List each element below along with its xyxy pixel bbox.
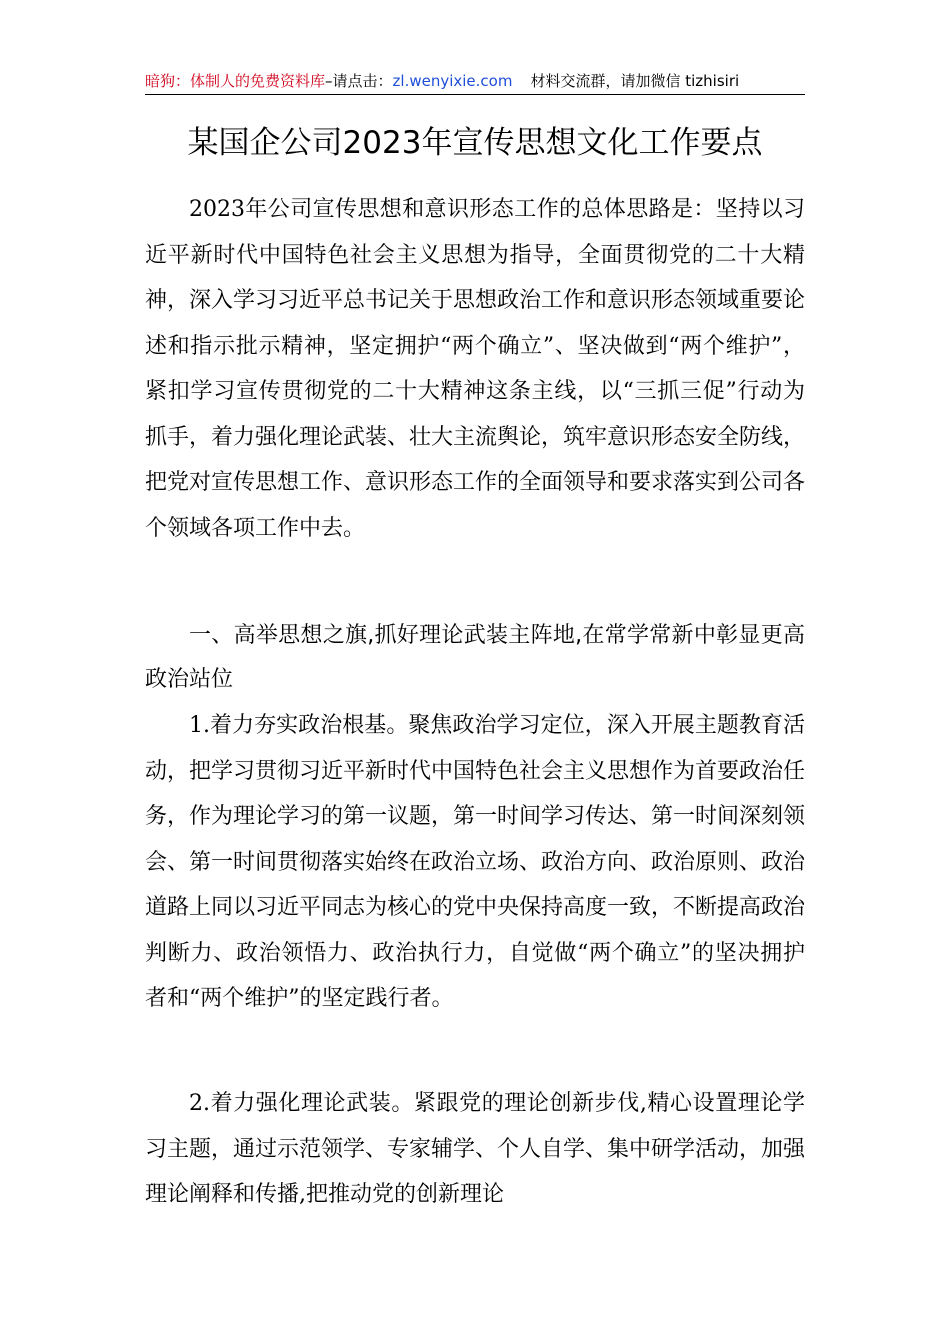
header-site-link[interactable]: zl.wenyixie.com xyxy=(392,72,513,90)
document-title: 某国企公司2023年宣传思想文化工作要点 xyxy=(187,125,763,161)
header-contact-text: 材料交流群，请加微信 tizhisiri xyxy=(530,72,740,90)
page-header xyxy=(145,70,805,96)
intro-paragraph: 2023年公司宣传思想和意识形态工作的总体思路是：坚持以习近平新时代中国特色社会主义思想为指导，全面贯彻党的二十大精神，深入学习习近平总书记关于思想政治工作和意识形态领域重要论述和指示批示精神，坚定拥护“两个确立”、坚决做到“两个维护”，紧扣学习宣传贯彻党的二十大精神这条主线，以“三抓三促”行动为抓手，着力强化理论武装、壮大主流舆论，筑牢意识形态安全防线，把党对宣传思想工作、意识形态工作的全面领导和要求落实到公司各个领域各项工作中去。 xyxy=(145,197,806,541)
header-divider xyxy=(145,94,805,95)
header-separator-text: –请点击： xyxy=(325,72,393,90)
section-1-heading: 一、高举思想之旗,抓好理论武装主阵地,在常学常新中彰显更高政治站位 xyxy=(145,623,805,692)
item-1-paragraph: 1.着力夯实政治根基。聚焦政治学习定位，深入开展主题教育活动，把学习贯彻习近平新时代中国特色社会主义思想作为首要政治任务，作为理论学习的第一议题，第一时间学习传达、第一时间深刻领会、第一时间贯彻落实始终在政治立场、政治方向、政治原则、政治道路上同以习近平同志为核心的党中央保持高度一致，不断提高政治判断力、政治领悟力、政治执行力，自觉做“两个确立”的坚决拥护者和“两个维护”的坚定践行者。 xyxy=(145,713,806,1011)
item-2-paragraph: 2.着力强化理论武装。紧跟党的理论创新步伐,精心设置理论学习主题，通过示范领学、专家辅学、个人自学、集中研学活动，加强理论阐释和传播,把推动党的创新理论 xyxy=(145,1091,806,1207)
header-promo-text: 暗狗：体制人的免费资料库 xyxy=(145,72,326,90)
